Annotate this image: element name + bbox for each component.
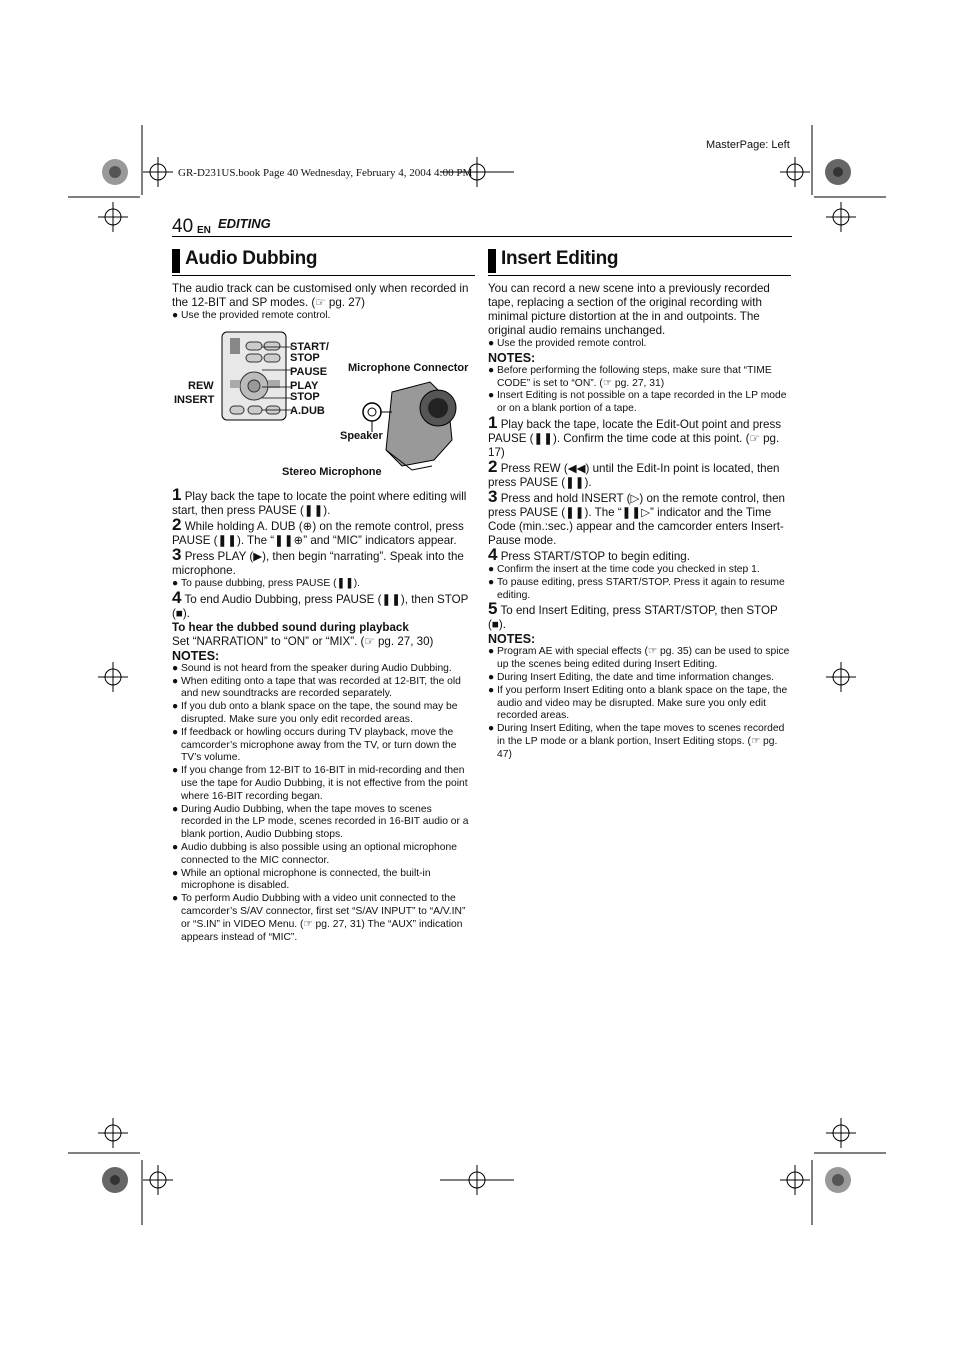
- list-item: ● Use the provided remote control.: [172, 310, 331, 321]
- note-text: To perform Audio Dubbing with a video unit connected to the camcorder’s S/AV connector, first set “S/AV INPUT” to “A/V.IN” or “S.IN” in VIDEO Menu. (☞ pg. 27, 31) The “AUX” indication appears instead of “MIC”.: [181, 893, 466, 943]
- list-item: ● During Insert Editing, when the tape moves to scenes recorded in the LP mode or a blank portion, Insert Editing stops. (☞ pg. 47): [488, 723, 791, 761]
- hear-dubbed-sound-text: Set “NARRATION” to “ON” or “MIX”. (☞ pg. 27, 30): [172, 634, 434, 648]
- audio-dubbing-heading: [172, 247, 475, 276]
- audio-dubbing-title: Audio Dubbing: [185, 248, 318, 269]
- list-item: ● Before performing the following steps, make sure that “TIME CODE” is set to “ON”. (☞ pg. 27, 31): [488, 365, 791, 391]
- notes-heading: NOTES:: [488, 632, 536, 647]
- step-5: 5 To end Insert Editing, press START/STOP, then STOP (■).: [488, 599, 778, 632]
- language-code: EN: [197, 225, 211, 236]
- note-text: Confirm the insert at the time code you checked in step 1.: [497, 563, 760, 575]
- insert-editing-notes-after: [488, 646, 791, 761]
- list-item: ● If feedback or howling occurs during TV playback, move the camcorder’s microphone away from the TV, or turn down the TV’s volume.: [172, 727, 475, 765]
- label-play: PLAY: [290, 380, 319, 392]
- list-item: ● If you change from 12-BIT to 16-BIT in mid-recording and then use the tape for Audio Dubbing, it is not effective from the point where 16-BIT recording began.: [172, 765, 475, 803]
- step-3-text: Press and hold INSERT (▷) on the remote control, then press PAUSE (❚❚). The “❚❚▷” indicator and the Time Code (min.:sec.) appear and the camcorder enters Insert-Pause mode.: [488, 491, 786, 547]
- note-text: If you change from 12-BIT to 16-BIT in mid-recording and then use the tape for Audio Dubbing, it is not effective from the point where 16-BIT recording began.: [181, 765, 468, 802]
- audio-dubbing-steps: [172, 485, 475, 944]
- label-insert: INSERT: [174, 394, 215, 406]
- section-name: EDITING: [218, 216, 271, 231]
- notes-heading: NOTES:: [488, 350, 536, 365]
- masterpage-label: MasterPage: Left: [706, 139, 790, 151]
- insert-editing-heading: [488, 247, 791, 276]
- list-item: ● Confirm the insert at the time code you checked in step 1.: [488, 563, 760, 575]
- label-start-stop-1: START/: [290, 341, 329, 353]
- page-number: 40: [172, 216, 194, 237]
- note-text: While an optional microphone is connected, the built-in microphone is disabled.: [181, 867, 431, 892]
- label-pause: PAUSE: [290, 366, 328, 378]
- note-text: Before performing the following steps, make sure that “TIME CODE” is set to “ON”. (☞ pg. 27, 31): [497, 364, 772, 389]
- step-4: 4 To end Audio Dubbing, press PAUSE (❚❚), then STOP (■).: [172, 587, 469, 620]
- insert-editing-intro: You can record a new scene into a previously recorded tape, replacing a section of the original recording with minimal picture distortion at the in and outpoints. The original audio remains unchanged.: [488, 282, 770, 337]
- label-stop: STOP: [290, 391, 320, 403]
- audio-dubbing-intro: The audio track can be customised only when recorded in the 12-BIT and SP modes. (☞ pg. 27): [172, 282, 469, 309]
- page-header: [172, 214, 792, 237]
- list-item: ● To perform Audio Dubbing with a video unit connected to the camcorder’s S/AV connector, first set “S/AV INPUT” to “A/V.IN” or “S.IN” in VIDEO Menu. (☞ pg. 27, 31) The “AUX” indication appears instead of “MIC”.: [172, 893, 475, 944]
- list-item: ● Use the provided remote control.: [488, 338, 647, 349]
- label-rew: REW: [188, 380, 214, 392]
- note-text: Sound is not heard from the speaker during Audio Dubbing.: [181, 662, 452, 674]
- step-4-text: Press START/STOP to begin editing.: [500, 549, 690, 563]
- step-3-note: To pause dubbing, press PAUSE (❚❚).: [181, 578, 361, 589]
- step-2: 2 Press REW (◀◀) until the Edit-In point is located, then press PAUSE (❚❚).: [488, 456, 780, 489]
- hear-dubbed-sound-title: To hear the dubbed sound during playback: [172, 620, 409, 634]
- step-3-text: Press PLAY (▶), then begin “narrating”. Speak into the microphone.: [172, 550, 464, 577]
- heading-bar: [172, 249, 180, 273]
- list-item: ● Sound is not heard from the speaker during Audio Dubbing.: [172, 662, 452, 674]
- list-item: ● To pause editing, press START/STOP. Press it again to resume editing.: [488, 577, 791, 603]
- step-2: 2 While holding A. DUB (⊕) on the remote control, press PAUSE (❚❚). The “❚❚⊕” and “MIC” indicators appear.: [172, 515, 464, 547]
- list-item: ● When editing onto a tape that was recorded at 12-BIT, the old and new soundtracks are recorded separately.: [172, 676, 475, 702]
- step-4-text: To end Audio Dubbing, press PAUSE (❚❚), then STOP (■).: [172, 592, 469, 620]
- step-4-notes: [488, 564, 791, 602]
- note-text: Program AE with special effects (☞ pg. 35) can be used to spice up the scenes being edited during Insert Editing.: [497, 646, 790, 671]
- list-item: ● During Insert Editing, the date and time information changes.: [488, 671, 775, 683]
- insert-editing-body: [488, 282, 791, 762]
- step-5-text: To end Insert Editing, press START/STOP, then STOP (■).: [488, 604, 778, 632]
- audio-dubbing-notes: [172, 663, 475, 945]
- note-text: To pause editing, press START/STOP. Press it again to resume editing.: [497, 576, 785, 601]
- step-2-text: While holding A. DUB (⊕) on the remote control, press PAUSE (❚❚). The “❚❚⊕” and “MIC” indicators appear.: [172, 520, 464, 547]
- note-text: During Insert Editing, the date and time information changes.: [497, 671, 775, 683]
- insert-editing-notes-before: [488, 365, 791, 416]
- audio-dubbing-intro-block: [172, 282, 475, 323]
- step-3: 3 Press PLAY (▶), then begin “narrating”. Speak into the microphone.: [172, 545, 464, 577]
- list-item: ● If you dub onto a blank space on the tape, the sound may be disrupted. Make sure you only edit recorded areas.: [172, 701, 475, 727]
- list-item: ● Insert Editing is not possible on a tape recorded in the LP mode or on a blank portion of a tape.: [488, 390, 791, 416]
- insert-editing-title: Insert Editing: [501, 248, 619, 269]
- note-text: If you dub onto a blank space on the tape, the sound may be disrupted. Make sure you only edit recorded areas.: [181, 701, 458, 725]
- list-item: ● Audio dubbing is also possible using an optional microphone connected to the MIC connector.: [172, 842, 475, 868]
- step-4: 4 Press START/STOP to begin editing.: [488, 544, 690, 564]
- note-text: When editing onto a tape that was recorded at 12-BIT, the old and new soundtracks are recorded separately.: [181, 675, 461, 700]
- note-text: Insert Editing is not possible on a tape recorded in the LP mode or on a blank portion of a tape.: [497, 390, 787, 415]
- label-start-stop-2: STOP: [290, 352, 320, 364]
- intro-note-text: Use the provided remote control.: [497, 338, 647, 349]
- note-text: Audio dubbing is also possible using an optional microphone connected to the MIC connector.: [181, 841, 457, 866]
- list-item: ● During Audio Dubbing, when the tape moves to scenes recorded in the LP mode, scenes recorded in 16-BIT audio or a blank portion, Audio Dubbing stops.: [172, 804, 475, 842]
- list-item: ● If you perform Insert Editing onto a blank space on the tape, the audio and video may be disrupted. Make sure you only edit recorded areas.: [488, 685, 791, 723]
- step-1: 1 Play back the tape, locate the Edit-Out point and press PAUSE (❚❚). Confirm the time code at this point. (☞ pg. 17): [488, 412, 782, 459]
- step-1-text: Play back the tape to locate the point where editing will start, then press PAUSE (❚❚).: [172, 490, 467, 517]
- label-microphone-connector: Microphone Connector: [348, 362, 469, 374]
- step-2-text: Press REW (◀◀) until the Edit-In point is located, then press PAUSE (❚❚).: [488, 461, 780, 489]
- intro-note-text: Use the provided remote control.: [181, 310, 331, 321]
- label-stereo-microphone: Stereo Microphone: [282, 466, 382, 478]
- book-info-line: GR-D231US.book Page 40 Wednesday, February 4, 2004 4:00 PM: [178, 167, 473, 179]
- note-text: During Audio Dubbing, when the tape moves to scenes recorded in the LP mode, scenes recorded in 16-BIT audio or a blank portion, Audio Dubbing stops.: [181, 803, 469, 841]
- step-1: 1 Play back the tape to locate the point where editing will start, then press PAUSE (❚❚).: [172, 485, 467, 517]
- step-1-text: Play back the tape, locate the Edit-Out point and press PAUSE (❚❚). Confirm the time code at this point. (☞ pg. 17): [488, 417, 782, 459]
- note-text: If feedback or howling occurs during TV playback, move the camcorder’s microphone away from the TV, or turn down the TV’s volume.: [181, 726, 457, 764]
- list-item: ● To pause dubbing, press PAUSE (❚❚).: [172, 578, 361, 589]
- label-adub: A.DUB: [290, 405, 325, 417]
- step-3: 3 Press and hold INSERT (▷) on the remote control, then press PAUSE (❚❚). The “❚❚▷” indicator and the Time Code (min.:sec.) appear and the camcorder enters Insert-Pause mode.: [488, 486, 786, 547]
- note-text: During Insert Editing, when the tape moves to scenes recorded in the LP mode or a blank portion, Insert Editing stops. (☞ pg. 47): [497, 723, 785, 760]
- remote-camcorder-figure: [172, 330, 477, 480]
- list-item: ● Program AE with special effects (☞ pg. 35) can be used to spice up the scenes being edited during Insert Editing.: [488, 646, 790, 671]
- heading-bar: [488, 249, 496, 273]
- label-speaker: Speaker: [340, 430, 383, 442]
- camcorder-illustration: [352, 370, 462, 475]
- note-text: If you perform Insert Editing onto a blank space on the tape, the audio and video may be disrupted. Make sure you only edit recorded areas.: [497, 684, 788, 722]
- notes-heading: NOTES:: [172, 648, 220, 663]
- list-item: ● While an optional microphone is connected, the built-in microphone is disabled.: [172, 868, 475, 894]
